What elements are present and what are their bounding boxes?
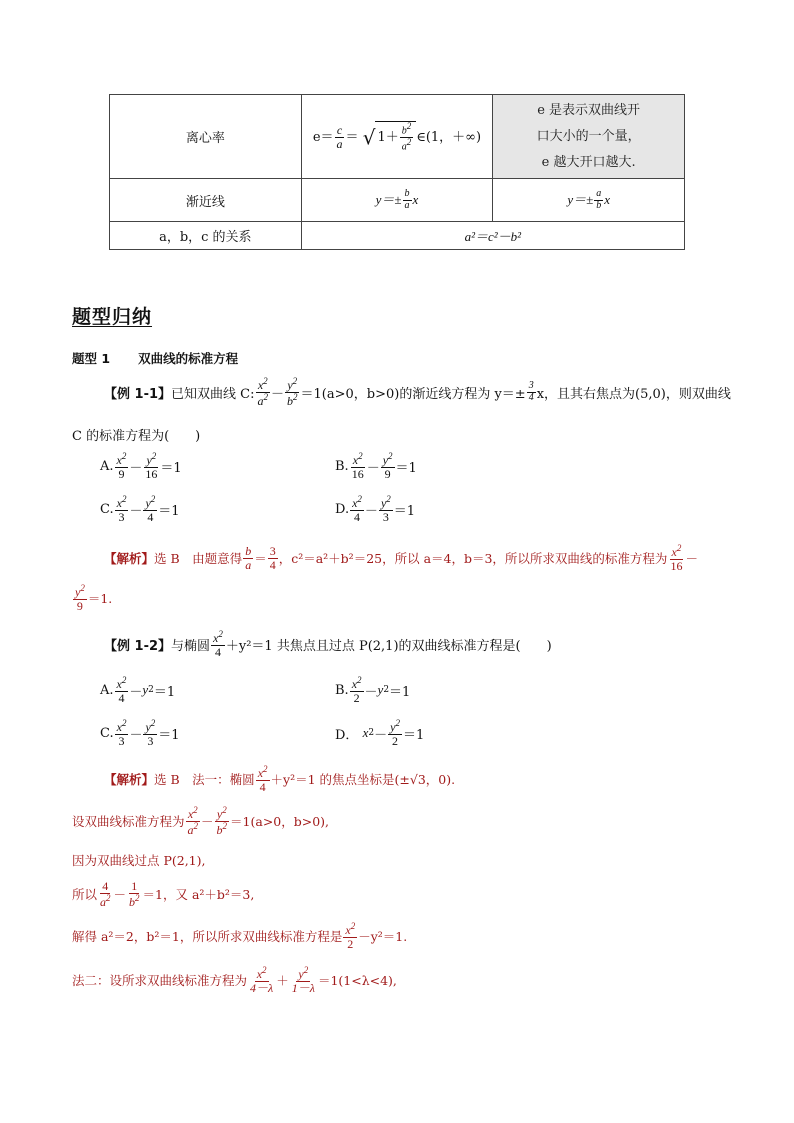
- example-1-1-solution-end: $\frac{y^2}{9}$ ＝1.: [75, 583, 113, 613]
- properties-table: [109, 94, 685, 250]
- example-1-2-stem: 【例 1-2】 与椭圆 $\frac{x^2}{4}$ ＋y²＝1 共焦点且过点 P(2,1)的双曲线标准方程是( ): [104, 629, 552, 659]
- ex2-option-c: C. $\frac{x^2}{3}$ － $\frac{y^2}{3}$ ＝1: [100, 718, 180, 748]
- example-1-2-solution-3: 因为双曲线过点 P(2,1),: [72, 853, 206, 868]
- example-1-1-stem: 【例 1-1】 已知双曲线 C: $\frac{x^2}{a^2}$ － $\frac{y^2}{b^2}$ ＝1(a>0，b>0)的渐近线方程为 y＝± $\frac{3}{4}$ x，且其右焦点为(5,0)，则双曲线: [104, 376, 731, 408]
- asymptote-y-axis: y＝± $\frac{a}{b}$ x: [493, 179, 685, 222]
- example-1-2-solution-2: 设双曲线标准方程为 $\frac{x^2}{a^2}$ － $\frac{y^2}{b^2}$ ＝1(a>0，b>0),: [72, 805, 330, 837]
- type-heading: 题型 1 双曲线的标准方程: [72, 351, 239, 366]
- asymptote-label: 渐近线: [110, 179, 302, 222]
- ex1-option-c: C. $\frac{x^2}{3}$ － $\frac{y^2}{4}$ ＝1: [100, 494, 180, 524]
- eccentricity-label: 离心率: [110, 95, 302, 179]
- ex1-option-d: D. $\frac{x^2}{4}$ － $\frac{y^2}{3}$ ＝1: [335, 494, 416, 524]
- eccentricity-formula: e＝ $\frac{c}{a}$ ＝ √ 1＋ $\frac{b2}{a2}$ ∈(1，＋∞): [301, 95, 493, 179]
- section-title: 题型归纳: [72, 306, 153, 328]
- example-1-2-solution-6: 法二：设所求双曲线标准方程为 $\frac{x^2}{4-\lambda}$ ＋ $\frac{y^2}{1-\lambda}$ ＝1(1<λ<4),: [72, 965, 397, 995]
- abc-relation-label: a，b，c 的关系: [110, 222, 302, 250]
- ex2-option-b: B. $\frac{x^2}{2}$ － y 2 ＝1: [335, 675, 411, 705]
- example-1-1-question: C 的标准方程为( ): [72, 429, 201, 444]
- ex1-option-a: A. $\frac{x^2}{9}$ － $\frac{y^2}{16}$ ＝1: [100, 451, 182, 481]
- ex1-option-b: B. $\frac{x^2}{16}$ － $\frac{y^2}{9}$ ＝1: [335, 451, 417, 481]
- example-1-2-solution-1: 【解析】 选 B 法一：椭圆 $\frac{x^2}{4}$ ＋y²＝1 的焦点坐标是(±√3，0).: [104, 764, 456, 794]
- ex2-option-d: D． x 2 － $\frac{y^2}{2}$ ＝1: [335, 718, 425, 748]
- example-1-1-solution: 【解析】 选 B 由题意得 $\frac{b}{a}$ ＝ $\frac{3}{4}$ ，c²＝a²＋b²＝25，所以 a＝4，b＝3，所以所求双曲线的标准方程为 $\frac{x^2}{16}$ －: [104, 543, 698, 573]
- asymptote-x-axis: y＝± $\frac{b}{a}$ x: [301, 179, 493, 222]
- example-1-2-solution-4: 所以 $\frac{4}{a^2}$ － $\frac{1}{b^2}$ ＝1，又 a²＋b²＝3,: [72, 879, 255, 909]
- eccentricity-note: e 是表示双曲线开 口大小的一个量， e 越大开口越大.: [493, 95, 685, 179]
- ex2-option-a: A. $\frac{x^2}{4}$ － y 2 ＝1: [100, 675, 176, 705]
- abc-relation: a²＝c²－b²: [301, 222, 684, 250]
- example-1-2-solution-5: 解得 a²＝2，b²＝1，所以所求双曲线标准方程是 $\frac{x^2}{2}$ －y²＝1.: [72, 921, 408, 951]
